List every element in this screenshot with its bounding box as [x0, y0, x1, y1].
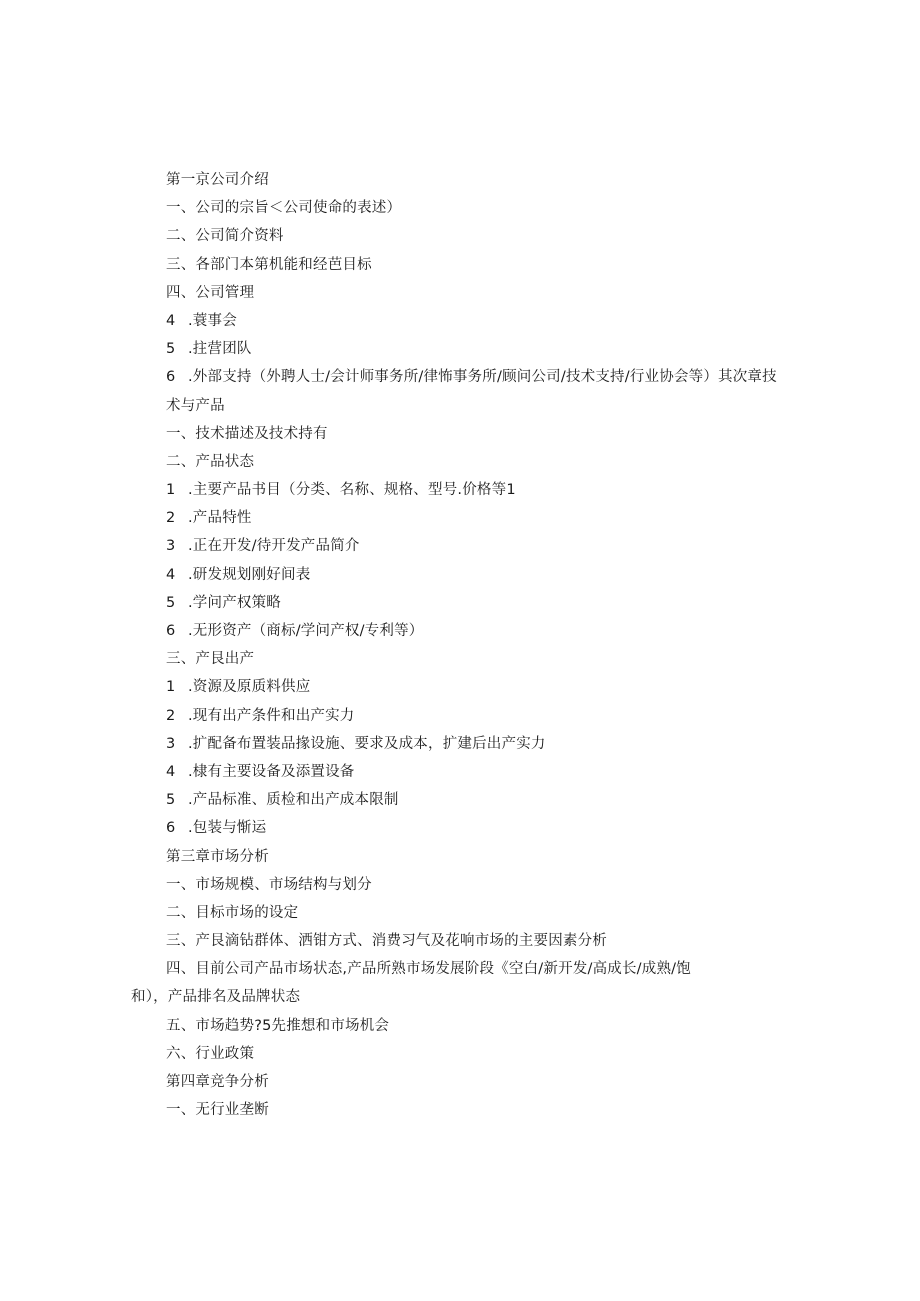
chapter-heading: 第三章市场分析	[166, 848, 269, 865]
list-number: 4	[166, 763, 176, 780]
list-item: 4 .研发规划刚好间表	[0, 561, 920, 589]
list-item: 1 .资源及原质料供应	[0, 673, 920, 701]
list-number: 4	[166, 312, 176, 329]
list-item: 3 .扩配备布置装品掾设施、要求及成本，扩建后出产实力	[0, 730, 920, 758]
list-item: 6 .外部支持（外聘人士/会计师事务所/律怖事务所/顾问公司/技术支持/行业协会等）其次章技	[0, 363, 920, 391]
list-number: 3	[166, 538, 176, 555]
section-heading: 一、技术描述及技术持有	[166, 425, 328, 442]
list-number: 1	[166, 482, 176, 499]
section-heading: 三、各部门本第机能和经芭目标	[166, 256, 372, 273]
section-heading: 三、产艮出产	[166, 651, 255, 668]
list-number: 6	[166, 369, 176, 386]
chapter-heading: 第一京公司介绍	[166, 172, 269, 188]
section-heading: 四、目前公司产品市场状态,产品所熟市场发展阶段《空白/新开发/高成长/成熟/饱	[166, 961, 691, 978]
list-number: 6	[166, 623, 176, 639]
document-body	[0, 166, 920, 1124]
list-number: 3	[166, 735, 176, 752]
list-number: 5	[166, 594, 176, 611]
section-heading: 二、产品状态	[166, 453, 255, 470]
list-number: 2	[166, 510, 176, 527]
section-heading: 三、产艮滴钻群体、洒钳方式、消费习气及花响市场的主要因素分析	[166, 933, 607, 950]
section-heading: 五、市场趋势?5先推想和市场机会	[166, 1017, 390, 1034]
text-line: 和），产品排名及品牌状态	[131, 989, 301, 1006]
list-item: 6 .包装与惭运	[0, 814, 920, 842]
list-number: 4	[166, 566, 176, 583]
list-number: 5	[166, 792, 176, 809]
section-heading: 一、市场规模、市场结构与划分	[166, 876, 372, 893]
list-item: 4 .蓑事会	[0, 307, 920, 335]
list-item: 3 .正在开发/待开发产品简介	[0, 532, 920, 560]
section-heading: 一、无行业垄断	[166, 1102, 269, 1119]
list-item: 2 .产品特性	[0, 504, 920, 532]
list-number: 6	[166, 820, 176, 837]
section-heading: 六、行业政策	[166, 1045, 255, 1062]
list-item: 5 .拄营团队	[0, 335, 920, 363]
list-item: 5 .产品标准、质检和出产成本限制	[0, 786, 920, 814]
list-number: 1	[166, 679, 176, 696]
list-number: 2	[166, 707, 176, 724]
list-item: 2 .现有出产条件和出产实力	[0, 702, 920, 730]
list-item: 5 .学问产权策略	[0, 589, 920, 617]
list-item: 4 .棣有主要设备及添置设备	[0, 758, 920, 786]
section-heading: 二、公司简介资料	[166, 228, 284, 245]
chapter-heading: 第四章竞争分析	[166, 1074, 269, 1090]
section-heading: 四、公司管理	[166, 284, 255, 301]
section-heading: 一、公司的宗旨＜公司使命的表述）	[166, 200, 402, 217]
section-heading: 二、目标市场的设定	[166, 904, 299, 921]
list-number: 5	[166, 341, 176, 358]
list-item: 6 .无形资产（商标/学问产权/专利等）	[0, 617, 920, 645]
list-item: 1 .主要产品书目（分类、名称、规格、型号.价格等1	[0, 476, 920, 504]
text-line: 术与产品	[166, 397, 225, 414]
